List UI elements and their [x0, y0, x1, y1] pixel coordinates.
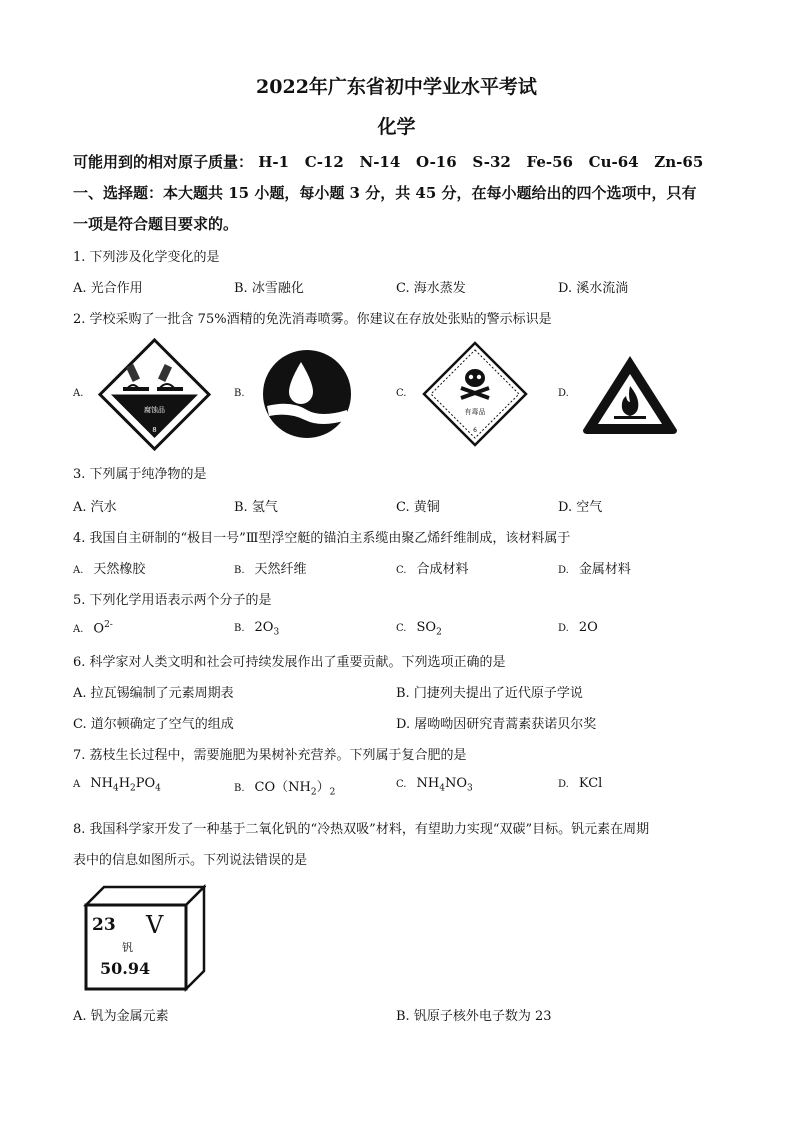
mass-n: N-14: [359, 153, 401, 171]
atomic-masses-line: [73, 151, 703, 172]
q5-option-c-sub: 2: [436, 627, 442, 638]
q4-option-c: [396, 558, 469, 577]
q7-option-a-label: A: [73, 779, 81, 790]
element-symbol: V: [146, 911, 164, 939]
q7-b-sub2: 2: [329, 787, 336, 798]
q4-stem: 4. 我国自主研制的“极目一号”Ⅲ型浮空艇的锚泊主系缆由聚乙烯纤维制成，该材料属于: [73, 531, 571, 546]
vanadium-element-card: [82, 883, 206, 993]
q5-option-a-label: A.: [73, 624, 84, 636]
q5-option-b-base: 2O: [254, 620, 274, 635]
q6-option-a: A. 拉瓦锡编制了元素周期表: [73, 686, 234, 701]
q5-option-c-base: SO: [416, 620, 437, 635]
mass-zn: Zn-65: [654, 153, 704, 171]
q6-option-c: C. 道尔顿确定了空气的组成: [73, 717, 234, 732]
q7-c-part1: NH: [416, 776, 440, 791]
q7-option-c: [396, 776, 473, 794]
q4-option-a: [73, 558, 145, 577]
q7-option-b: [234, 776, 335, 798]
q5-option-d-label: D.: [558, 623, 569, 634]
section-heading-line1: 一、选择题：本大题共 15 小题，每小题 3 分，共 45 分，在每小题给出的四个选项中，只有: [73, 184, 697, 202]
q3-option-c: C. 黄铜: [396, 500, 440, 515]
q8-stem-line1: 8. 我国科学家开发了一种基于二氧化钒的“冷热双吸”材料，有望助力实现“双碳”目标。钒元素在周期: [73, 822, 650, 837]
q4-option-b-text: 天然纤维: [254, 562, 307, 577]
q4-option-c-label: C.: [396, 565, 407, 576]
q5-option-a-sup: 2-: [104, 620, 113, 630]
q5-option-b-label: B.: [234, 623, 245, 634]
q5-stem: 5. 下列化学用语表示两个分子的是: [73, 593, 272, 608]
q5-option-b: [234, 620, 279, 638]
water-drop-hand-sign-icon: [261, 348, 353, 440]
element-number: 23: [92, 915, 116, 935]
q3-option-d: D. 空气: [558, 500, 603, 515]
q7-a-sub2: 2: [130, 783, 136, 794]
atomic-masses-label: 可能用到的相对原子质量：: [73, 153, 254, 171]
q1-option-b: B. 冰雪融化: [234, 281, 304, 296]
toxic-sign-number: 6: [473, 427, 477, 434]
q2-option-a-label: A.: [73, 388, 84, 399]
q7-a-sub3: 4: [155, 783, 161, 794]
q4-option-a-text: 天然橡胶: [93, 562, 146, 577]
q1-stem: 1. 下列涉及化学变化的是: [73, 250, 220, 265]
mass-c: C-12: [304, 153, 344, 171]
q4-option-c-text: 合成材料: [416, 562, 469, 577]
mass-fe: Fe-56: [526, 153, 573, 171]
mass-cu: Cu-64: [588, 153, 639, 171]
mass-o: O-16: [415, 153, 457, 171]
q7-option-d: [558, 776, 602, 791]
exam-title: 2022年广东省初中学业水平考试: [256, 76, 537, 98]
q2-option-d-label: D.: [558, 388, 569, 399]
q7-a-part3: PO: [135, 776, 156, 791]
q4-option-a-label: A.: [73, 565, 84, 576]
q6-option-d: D. 屠呦呦因研究青蒿素获诺贝尔奖: [396, 717, 597, 732]
q7-a-part2: H: [118, 776, 131, 791]
q4-option-b: [234, 558, 307, 577]
corrosive-sign-icon: [97, 337, 212, 452]
q7-a-sub1: 4: [112, 783, 119, 794]
q1-option-c: C. 海水蒸发: [396, 281, 466, 296]
q7-option-c-label: C.: [396, 779, 407, 790]
subject-title: 化学: [377, 116, 416, 138]
q7-option-b-label: B.: [234, 783, 245, 794]
q7-c-sub2: 3: [466, 783, 473, 794]
q7-option-d-label: D.: [558, 779, 569, 790]
q2-option-b-label: B.: [234, 388, 245, 399]
q6-stem: 6. 科学家对人类文明和社会可持续发展作出了重要贡献。下列选项正确的是: [73, 655, 506, 670]
q5-option-a-base: O: [93, 621, 105, 637]
q5-option-c: [396, 620, 442, 638]
corrosive-sign-number: 8: [152, 426, 157, 434]
q6-option-b: B. 门捷列夫提出了近代原子学说: [396, 686, 583, 701]
q7-c-sub1: 4: [439, 783, 445, 794]
q1-option-d: D. 溪水流淌: [558, 281, 629, 296]
q4-option-d: [558, 558, 631, 577]
q1-option-a: A. 光合作用: [73, 281, 143, 296]
q7-b-part2: ）: [316, 780, 330, 795]
q2-stem: 2. 学校采购了一批含 75%酒精的免洗消毒喷雾。你建议在存放处张贴的警示标识是: [73, 312, 552, 327]
q5-option-d-text: 2O: [578, 620, 598, 635]
q5-option-d: [558, 620, 598, 635]
q8-option-b: B. 钒原子核外电子数为 23: [396, 1009, 552, 1024]
corrosive-sign-text: 腐蚀品: [144, 406, 165, 414]
q3-option-a: A. 汽水: [73, 500, 117, 515]
flammable-sign-icon: [580, 352, 680, 436]
q7-b-sub1: 2: [310, 787, 317, 798]
mass-s: S-32: [472, 153, 511, 171]
q4-option-d-label: D.: [558, 565, 569, 576]
q7-stem: 7. 荔枝生长过程中，需要施肥为果树补充营养。下列属于复合肥的是: [73, 748, 467, 763]
q8-option-a: A. 钒为金属元素: [73, 1009, 169, 1024]
q7-option-a: [73, 776, 161, 794]
q4-option-b-label: B.: [234, 565, 245, 576]
q4-option-d-text: 金属材料: [578, 562, 631, 577]
section-heading-line2: 一项是符合题目要求的。: [73, 215, 239, 233]
element-mass: 50.94: [100, 959, 151, 978]
q8-stem-line2: 表中的信息如图所示。下列说法错误的是: [73, 853, 308, 868]
q3-stem: 3. 下列属于纯净物的是: [73, 467, 207, 482]
q5-option-c-label: C.: [396, 623, 407, 634]
toxic-sign-text: 有毒品: [464, 408, 486, 416]
element-name: 钒: [122, 941, 133, 954]
q2-option-c-label: C.: [396, 388, 407, 399]
q7-a-part1: NH: [90, 776, 113, 791]
toxic-sign-icon: [421, 340, 529, 448]
q5-option-b-sub: 3: [273, 627, 280, 638]
q7-c-part2: NO: [444, 776, 467, 791]
q3-option-b: B. 氢气: [234, 500, 278, 515]
q5-option-a: [73, 620, 113, 636]
mass-h: H-1: [258, 153, 290, 171]
q7-option-d-text: KCl: [578, 776, 603, 791]
q7-b-part1: CO（NH: [254, 780, 311, 795]
